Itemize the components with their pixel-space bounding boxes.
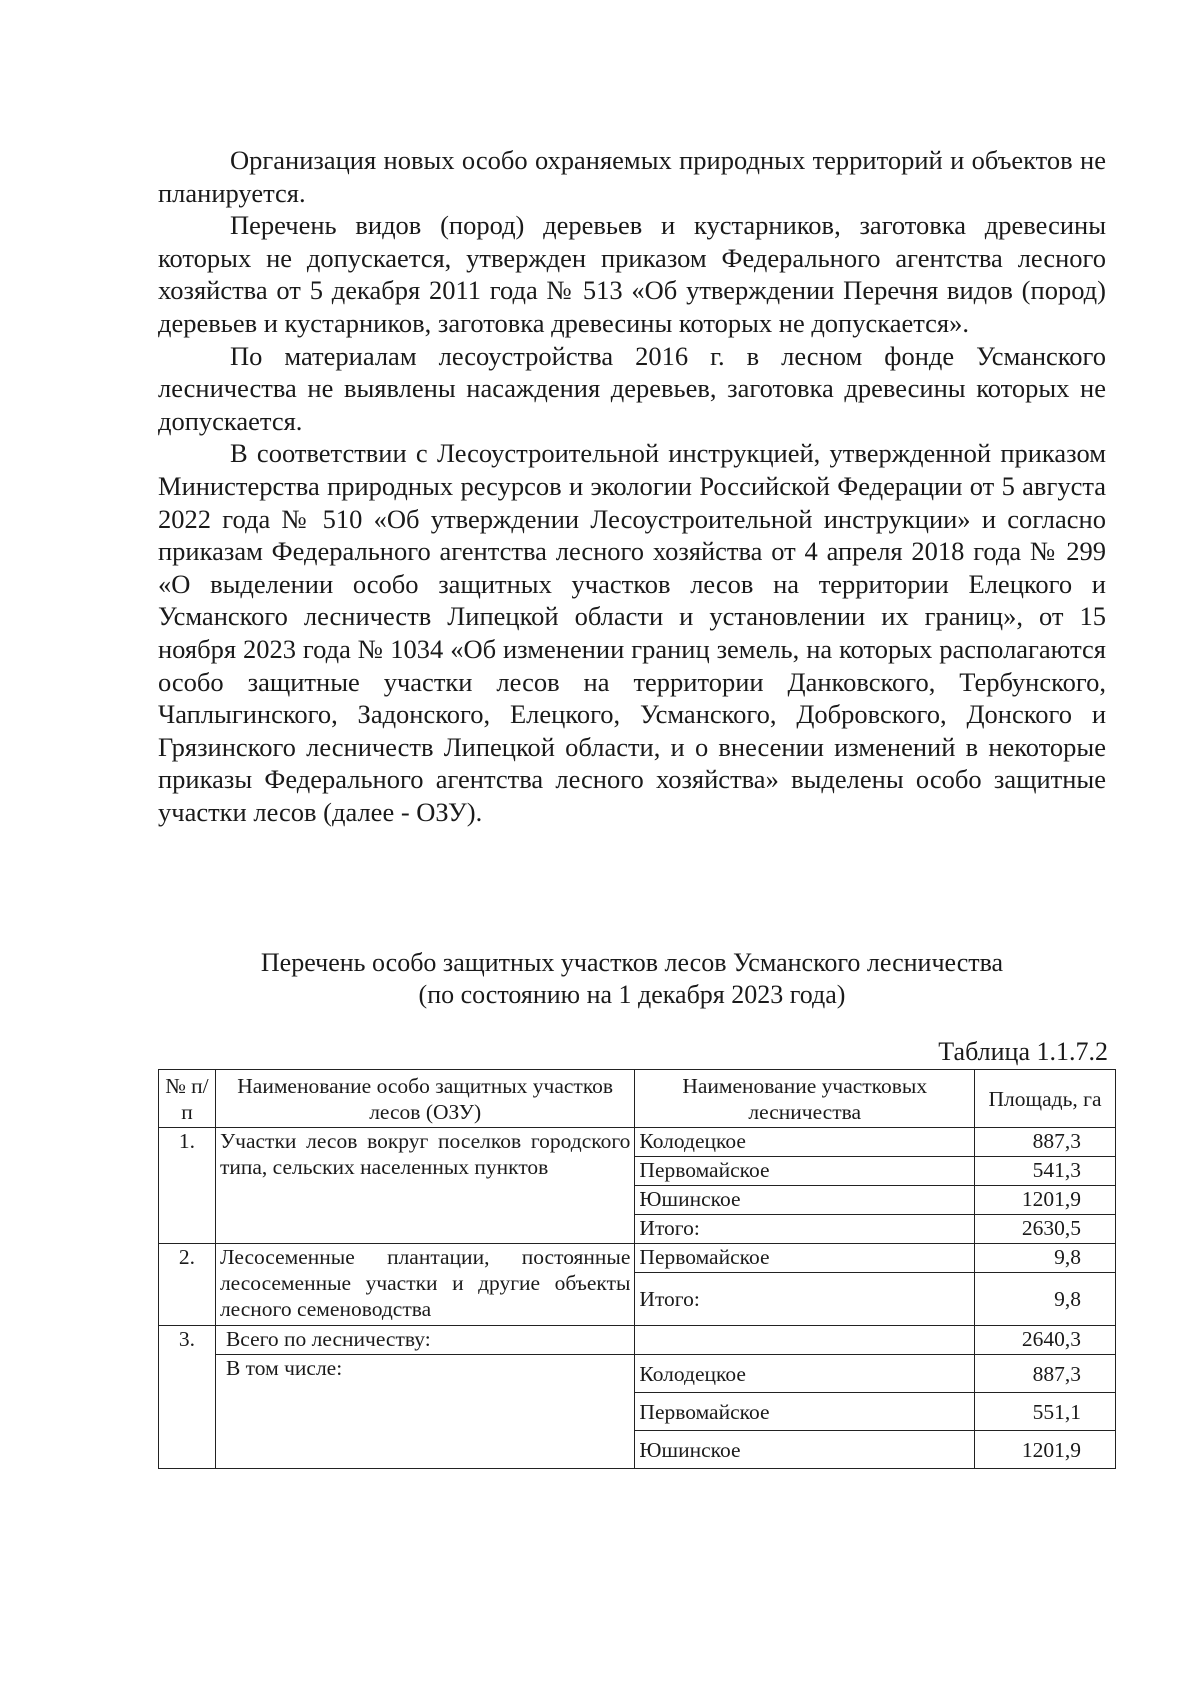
area-cell: 2640,3	[975, 1326, 1116, 1355]
district-cell: Первомайское	[635, 1244, 975, 1273]
sub-label: В том числе:	[215, 1355, 634, 1469]
paragraph: Организация новых особо охраняемых природных территорий и объектов не планируется.	[158, 145, 1106, 208]
paragraph: По материалам лесоустройства 2016 г. в лесном фонде Усманского лесничества не выявлены насаждения деревьев, заготовка древесины которых не допускается.	[158, 340, 1106, 436]
area-cell: 9,8	[975, 1244, 1116, 1273]
district-cell: Итого:	[635, 1273, 975, 1326]
table-row	[159, 1355, 1116, 1393]
paragraph: Перечень видов (пород) деревьев и кустарников, заготовка древесины которых не допускается, утвержден приказом Федерального агентства лесного хозяйства от 5 декабря 2011 года № 513 «Об утверждении Перечня видов (пород) деревьев и кустарников, заготовка древесины которых не допускается».	[158, 210, 1106, 338]
district-cell: Колодецкое	[635, 1355, 975, 1393]
area-cell: 9,8	[975, 1273, 1116, 1326]
area-cell: 551,1	[975, 1393, 1116, 1431]
body-text	[158, 144, 1106, 828]
district-cell: Юшинское	[635, 1431, 975, 1469]
district-cell: Первомайское	[635, 1393, 975, 1431]
total-label: Всего по лесничеству:	[215, 1326, 634, 1355]
table-title-line-2: (по состоянию на 1 декабря 2023 года)	[418, 980, 846, 1009]
table-row	[159, 1244, 1116, 1273]
row-num: 2.	[159, 1244, 216, 1326]
table-title-line-1: Перечень особо защитных участков лесов Усманского лесничества	[260, 948, 1004, 977]
table-caption: Таблица 1.1.7.2	[938, 1037, 1108, 1066]
ozu-name: Лесосеменные плантации, постоянные лесосеменные участки и другие объекты лесного семеноводства	[215, 1244, 634, 1326]
district-cell: Итого:	[635, 1215, 975, 1244]
area-cell: 541,3	[975, 1157, 1116, 1186]
district-cell: Колодецкое	[635, 1128, 975, 1157]
district-cell: Юшинское	[635, 1186, 975, 1215]
district-cell-empty	[635, 1326, 975, 1355]
header-num: № п/п	[159, 1070, 216, 1128]
header-district: Наименование участковых лесничества	[635, 1070, 975, 1128]
row-num: 3.	[159, 1326, 216, 1469]
table-row-total	[159, 1326, 1116, 1355]
area-cell: 1201,9	[975, 1431, 1116, 1469]
header-name: Наименование особо защитных участков лесов (ОЗУ)	[215, 1070, 634, 1128]
district-cell: Первомайское	[635, 1157, 975, 1186]
area-cell: 887,3	[975, 1355, 1116, 1393]
table-header-row	[159, 1070, 1116, 1128]
row-num: 1.	[159, 1128, 216, 1244]
area-cell: 887,3	[975, 1128, 1116, 1157]
area-cell: 2630,5	[975, 1215, 1116, 1244]
ozu-name: Участки лесов вокруг поселков городского типа, сельских населенных пунктов	[215, 1128, 634, 1244]
paragraph: В соответствии с Лесоустроительной инструкцией, утвержденной приказом Министерства природных ресурсов и экологии Российской Федерации от 5 августа 2022 года № 510 «Об утверждении Лесоустроительной инструкции» и согласно приказам Федерального агентства лесного хозяйства от 4 апреля 2018 года № 299 «О выделении особо защитных участков лесов на территории Елецкого и Усманского лесничеств Липецкой области и установлении их границ», от 15 ноября 2023 года № 1034 «Об изменении границ земель, на которых располагаются особо защитные участки лесов на территории Данковского, Тербунского, Чаплыгинского, Задонского, Елецкого, Усманского, Добровского, Донского и Грязинского лесничеств Липецкой области, и о внесении изменений в некоторые приказы Федерального агентства лесного хозяйства» выделены особо защитные участки лесов (далее - ОЗУ).	[158, 438, 1106, 827]
ozu-table	[158, 1069, 1116, 1469]
area-cell: 1201,9	[975, 1186, 1116, 1215]
header-area: Площадь, га	[975, 1070, 1116, 1128]
table-row	[159, 1128, 1116, 1157]
